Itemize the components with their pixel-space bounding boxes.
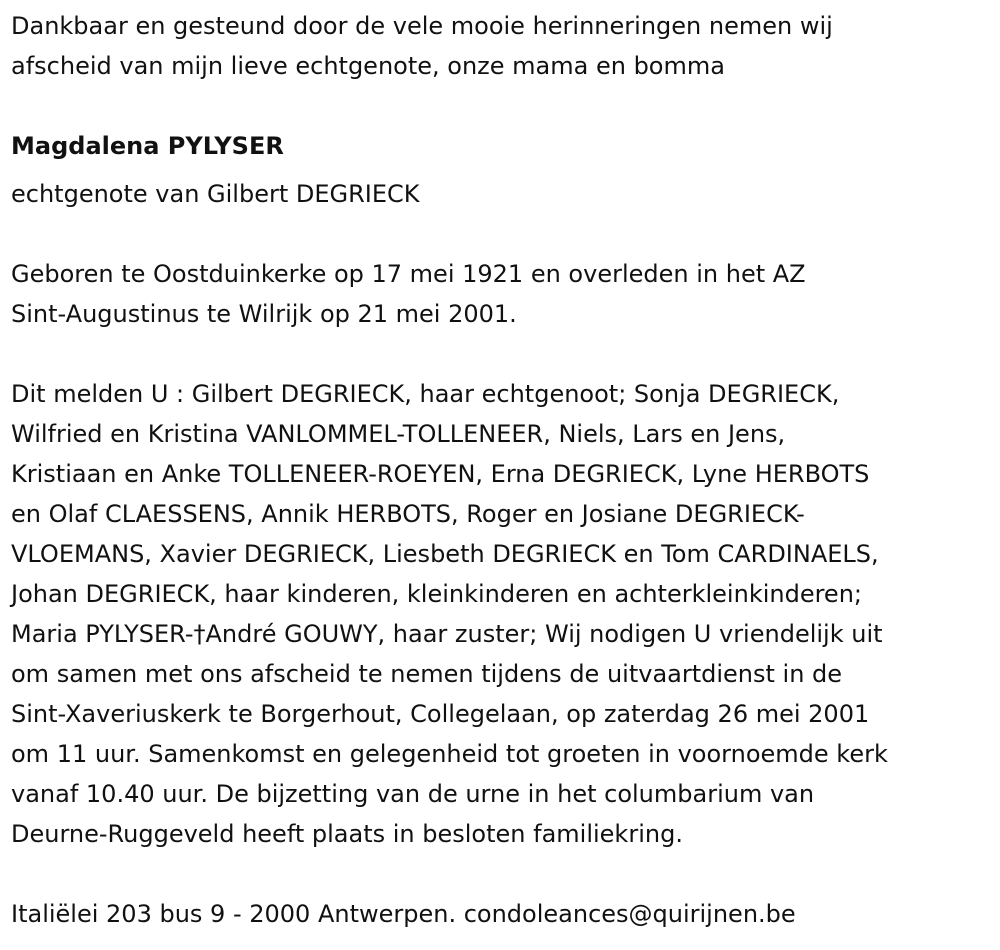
spouse-line: echtgenote van Gilbert DEGRIECK [11,180,420,208]
intro-text: Dankbaar en gesteund door de vele mooie herinneringen nemen wij afscheid van mijn lieve echtgenote, onze mama en bomma [11,12,833,80]
deceased-name: Magdalena PYLYSER [11,132,284,160]
announcement-text: Dit melden U : Gilbert DEGRIECK, haar echtgenoot; Sonja DEGRIECK, Wilfried en Kristina VANLOMMEL-TOLLENEER, Niels, Lars en Jens, Kristiaan en Anke TOLLENEER-ROEYEN, Erna DEGRIECK, Lyne HERBOTS en Olaf CLAESSENS, Annik HERBOTS, Roger en Josiane DEGRIECK- VLOEMANS, Xavier DEGRIECK, Liesbeth DEGRIECK en Tom CARDINAELS, Johan DEGRIECK, haar kinderen, kleinkinderen en achterkleinkinderen; Maria PYLYSER-†André GOUWY, haar zuster; Wij nodigen U vriendelijk uit om samen met ons afscheid te nemen tijdens de uitvaartdienst in de Sint-Xaveriuskerk te Borgerhout, Collegelaan, op zaterdag 26 mei 2001 om 11 uur. Samenkomst en gelegenheid tot groeten in voornoemde kerk vanaf 10.40 uur. De bijzetting van de urne in het columbarium van Deurne-Ruggeveld heeft plaats in besloten familiekring. [11,380,888,848]
contact-line: Italiëlei 203 bus 9 - 2000 Antwerpen. condoleances@quirijnen.be [11,900,796,928]
birth-death-text: Geboren te Oostduinkerke op 17 mei 1921 en overleden in het AZ Sint-Augustinus te Wilrijk op 21 mei 2001. [11,260,806,328]
